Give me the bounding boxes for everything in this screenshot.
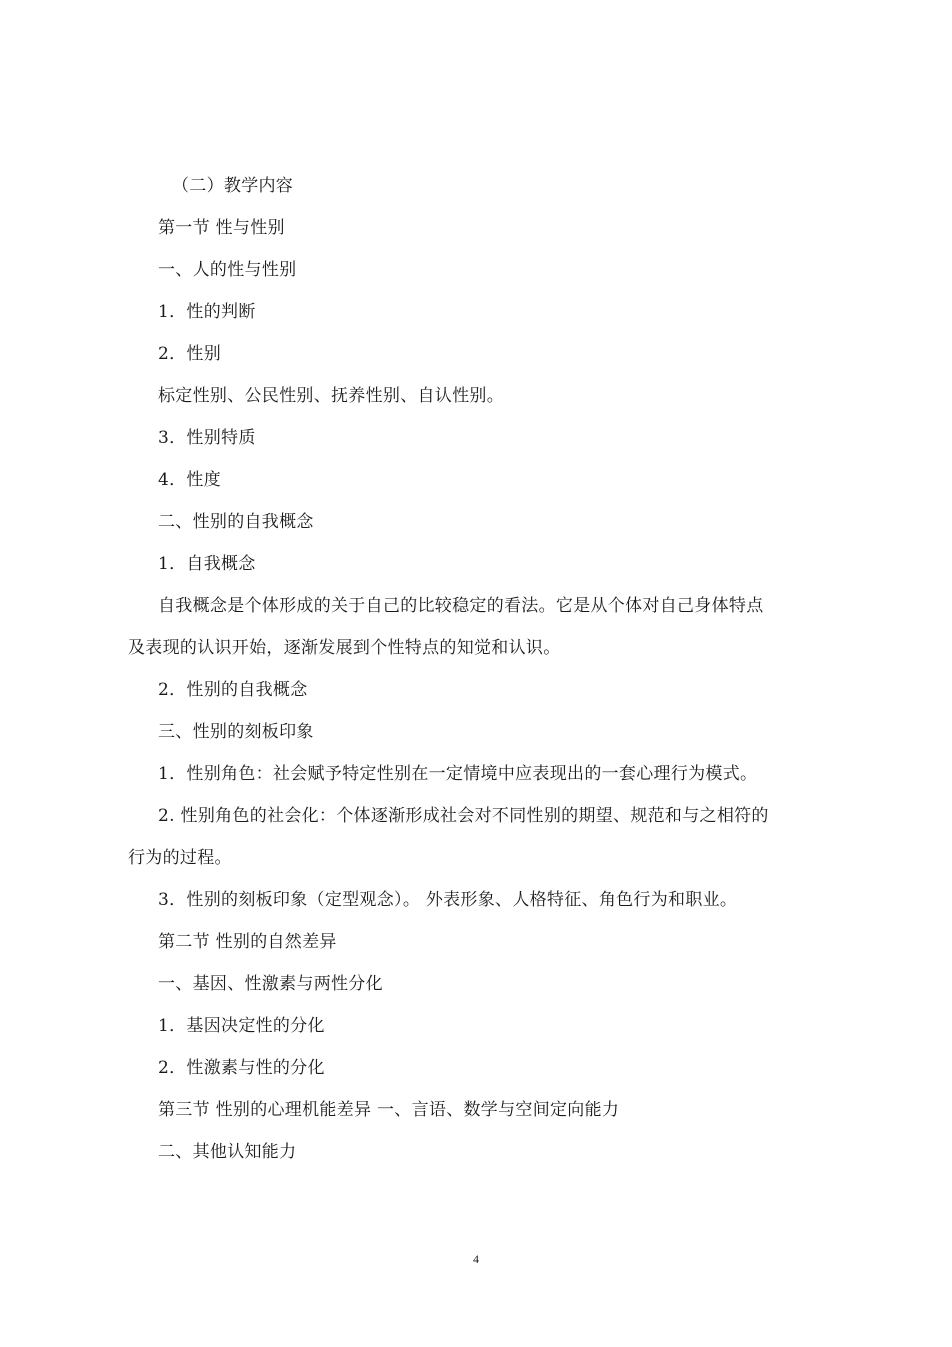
subheading: 一、人的性与性别 bbox=[158, 260, 297, 280]
list-item: 2．性别 bbox=[158, 344, 222, 364]
chapter-heading: 第二节 性别的自然差异 bbox=[158, 932, 337, 952]
page-number: 4 bbox=[473, 1252, 479, 1266]
paragraph: 标定性别、公民性别、抚养性别、自认性别。 bbox=[158, 386, 504, 406]
chapter-heading: 第三节 性别的心理机能差异 一、言语、数学与空间定向能力 bbox=[158, 1100, 620, 1120]
list-item: 3．性别特质 bbox=[158, 428, 256, 448]
subheading: 三、性别的刻板印象 bbox=[158, 722, 314, 742]
section-heading: （二）教学内容 bbox=[172, 176, 294, 196]
list-item: 1．性别角色：社会赋予特定性别在一定情境中应表现出的一套心理行为模式。 bbox=[158, 764, 758, 784]
paragraph: 自我概念是个体形成的关于自己的比较稳定的看法。它是从个体对自己身体特点 bbox=[158, 596, 764, 616]
list-item: 3．性别的刻板印象（定型观念）。 外表形象、人格特征、角色行为和职业。 bbox=[158, 890, 738, 910]
subheading: 二、性别的自我概念 bbox=[158, 512, 314, 532]
paragraph: 及表现的认识开始，逐渐发展到个性特点的知觉和认识。 bbox=[128, 638, 561, 658]
list-item: 1．基因决定性的分化 bbox=[158, 1016, 325, 1036]
list-item: 2．性激素与性的分化 bbox=[158, 1058, 325, 1078]
list-item: 1．自我概念 bbox=[158, 554, 256, 574]
subheading: 一、基因、性激素与两性分化 bbox=[158, 974, 383, 994]
list-item: 2. 性别角色的社会化：个体逐渐形成社会对不同性别的期望、规范和与之相符的 bbox=[158, 806, 769, 826]
subheading: 二、其他认知能力 bbox=[158, 1142, 297, 1162]
list-item: 2．性别的自我概念 bbox=[158, 680, 308, 700]
chapter-heading: 第一节 性与性别 bbox=[158, 218, 285, 238]
paragraph: 行为的过程。 bbox=[128, 848, 232, 868]
list-item: 4．性度 bbox=[158, 470, 222, 490]
list-item: 1．性的判断 bbox=[158, 302, 256, 322]
